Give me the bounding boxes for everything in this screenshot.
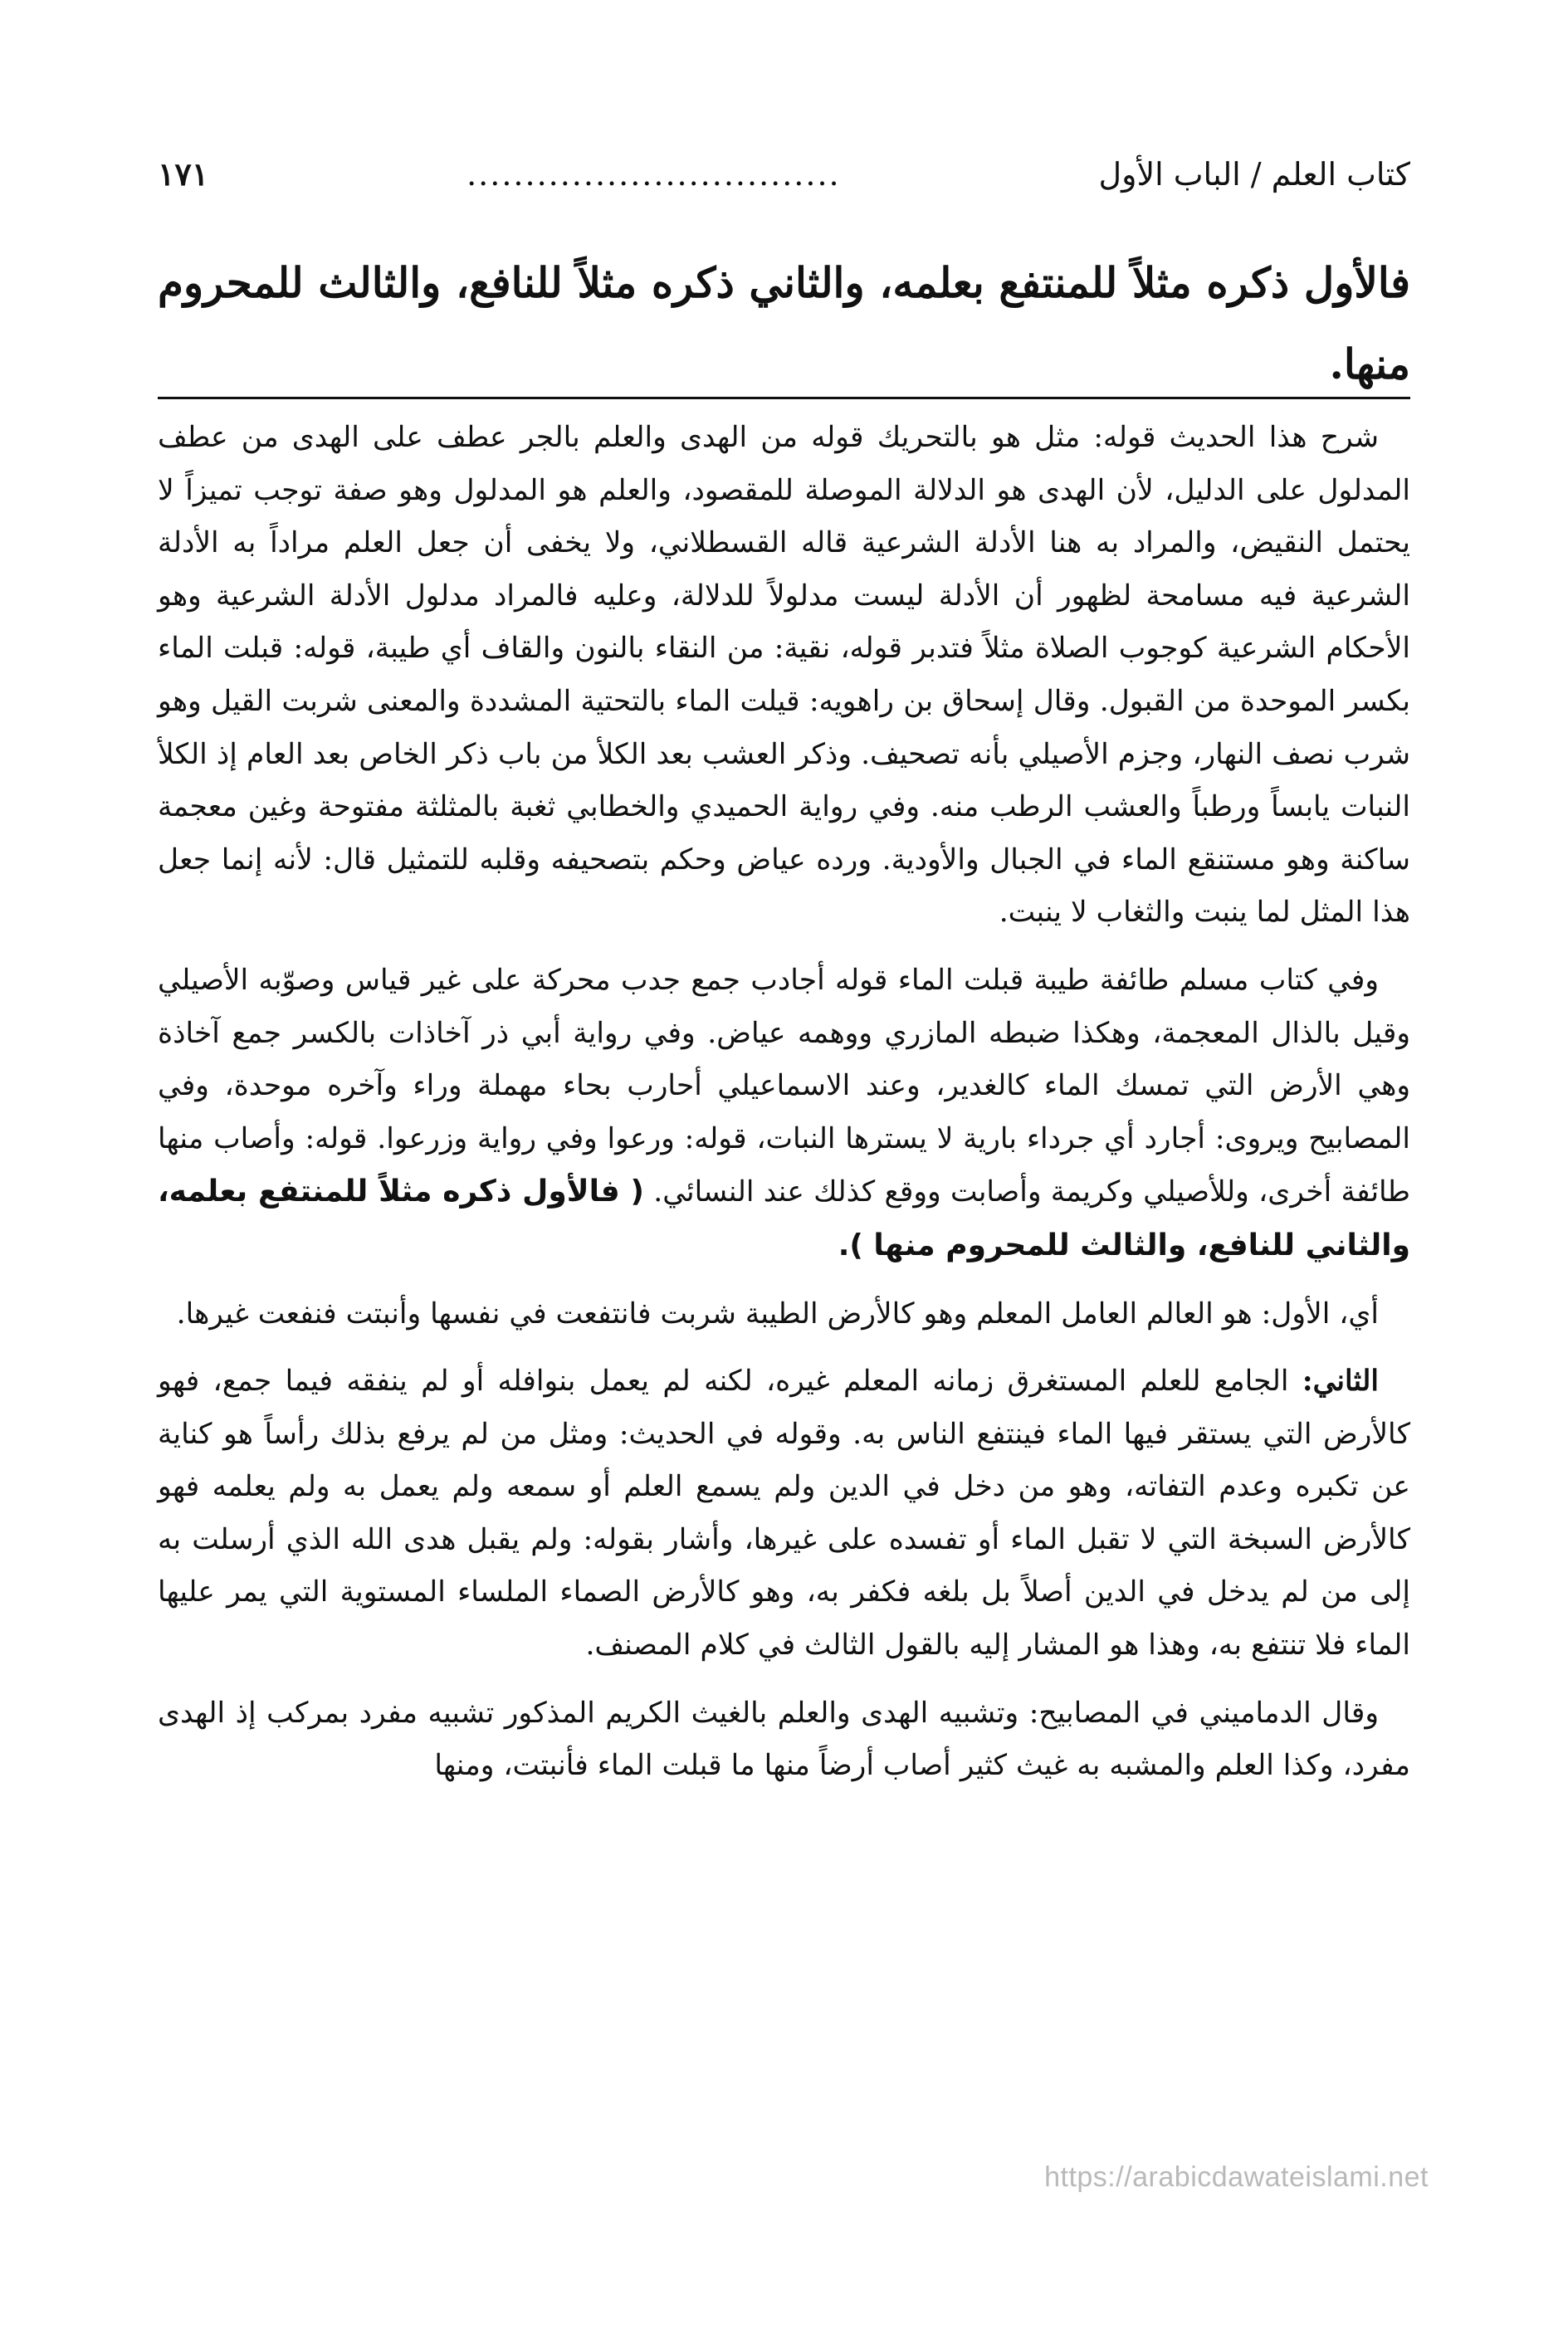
- quoted-matn: ( فالأول ذكره مثلاً للمنتفع بعلمه، والثاني للنافع، والثالث للمحروم منها ).: [158, 1174, 1410, 1262]
- leader-dots: ................................: [466, 156, 841, 193]
- commentary-paragraph-2: [158, 955, 1410, 1273]
- commentary: [158, 412, 1410, 1793]
- running-title: كتاب العلم / الباب الأول: [1098, 156, 1410, 193]
- page-number: ١٧١: [158, 155, 209, 193]
- commentary-paragraph-5: وقال الدماميني في المصابيح: وتشبيه الهدى والعلم بالغيث الكريم المذكور تشبيه مفرد بمركب إذ الهدى مفرد، وكذا العلم والمشبه به غيث كثير أصاب أرضاً منها ما قبلت الماء فأنبتت، ومنها: [158, 1696, 1410, 1783]
- page-header: [158, 149, 1410, 199]
- commentary-paragraph-4-text: الجامع للعلم المستغرق زمانه المعلم غيره، لكنه لم يعمل بنوافله أو لم ينفقه فيما جمع، فهو كالأرض التي يستقر فيها الماء فينتفع الناس به. وقوله في الحديث: ومثل من لم يرفع بذلك رأساً هو كناية عن تكبره وعدم التفاته، وهو من دخل في الدين ولم يسمع العلم أو سمعه ولم يعمل به ولم يعلمه فهو كالأرض السبخة التي لا تقبل الماء أو تفسده على غيرها، وأشار بقوله: ولم يقبل هدى الله الذي أرسلت به إلى من لم يدخل في الدين أصلاً بل بلغه فكفر به، وهو كالأرض الصماء الملساء المستوية التي يمر عليها الماء فلا تنتفع به، وهذا هو المشار إليه بالقول الثالث في كلام المصنف.: [158, 1365, 1410, 1663]
- commentary-paragraph-4: [158, 1355, 1410, 1673]
- commentary-paragraph-3: أي، الأول: هو العالم العامل المعلم وهو كالأرض الطيبة شربت فانتفعت في نفسها وأنبتت فنفعت غيرها.: [176, 1297, 1379, 1331]
- separator-rule: [158, 397, 1410, 399]
- second-heading: الثاني:: [1302, 1365, 1379, 1399]
- commentary-paragraph-1: شرح هذا الحديث قوله: مثل هو بالتحريك قوله من الهدى والعلم بالجر عطف على الهدى من عطف المدلول على الدليل، لأن الهدى هو الدلالة الموصلة للمقصود، والعلم هو المدلول وهو صفة توجب تميزاً لا يحتمل النقيض، والمراد به هنا الأدلة الشرعية قاله القسطلاني، ولا يخفى أن جعل العلم مراداً به الأدلة الشرعية فيه مسامحة لظهور أن الأدلة ليست مدلولاً للدلالة، وعليه فالمراد مدلول الأدلة الشرعية وهو الأحكام الشرعية كوجوب الصلاة مثلاً فتدبر قوله، نقية: من النقاء بالنون والقاف أي طيبة، قوله: قبلت الماء بكسر الموحدة من القبول. وقال إسحاق بن راهويه: قيلت الماء بالتحتية المشددة والمعنى شربت القيل وهو شرب نصف النهار، وجزم الأصيلي بأنه تصحيف. وذكر العشب بعد الكلأ من باب ذكر الخاص بعد العام إذ الكلأ النبات يابساً ورطباً والعشب الرطب منه. وفي رواية الحميدي والخطابي ثغبة بالمثلثة مفتوحة وغين معجمة ساكنة وهو مستنقع الماء في الجبال والأودية. ورده عياض وحكم بتصحيفه وقلبه للتمثيل قال: لأنه إنما جعل هذا المثل لما ينبت والثغاب لا ينبت.: [158, 421, 1410, 930]
- hadith-main-text: فالأول ذكره مثلاً للمنتفع بعلمه، والثاني ذكره مثلاً للنافع، والثالث للمحروم منها.: [158, 258, 1410, 388]
- watermark-url: https://arabicdawateislami.net: [1044, 2161, 1429, 2193]
- commentary-paragraph-2-text: وفي كتاب مسلم طائفة طيبة قبلت الماء قوله أجادب جمع جدب محركة على غير قياس وصوّبه الأصيلي وقيل بالذال المعجمة، وهكذا ضبطه المازري ووهمه عياض. وفي رواية أبي ذر آخاذات بالكسر جمع آخاذة وهي الأرض التي تمسك الماء كالغدير، وعند الاسماعيلي أحارب بحاء مهملة وراء وآخره موحدة، وفي المصابيح ويروى: أجارد أي جرداء بارية لا يسترها النبات، قوله: ورعوا وفي رواية وزرعوا. قوله: وأصاب منها طائفة أخرى، وللأصيلي وكريمة وأصابت ووقع كذلك عند النسائي.: [158, 963, 1411, 1209]
